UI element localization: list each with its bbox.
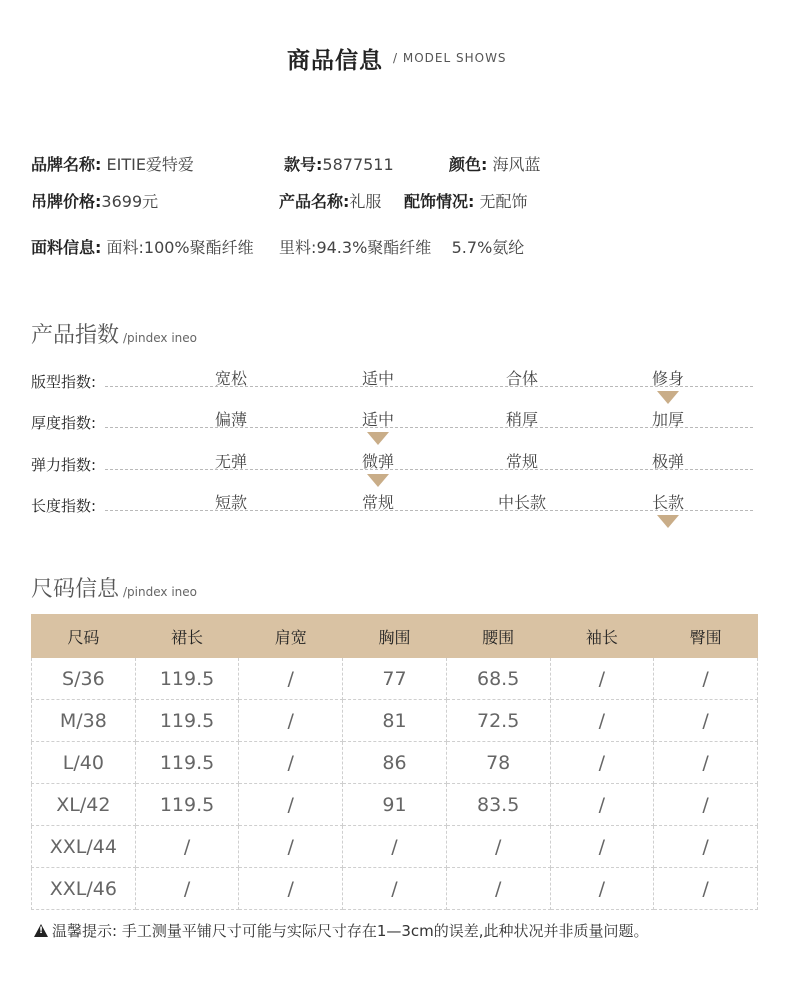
note-text: 温馨提示: 手工测量平铺尺寸可能与实际尺寸存在1—3cm的误差,此种状况并非质量问题。: [52, 922, 649, 940]
size-cell: 119.5: [135, 658, 239, 700]
index-option: 长款: [651, 493, 685, 512]
size-cell: M/38: [32, 700, 136, 742]
index-option: 微弹: [361, 452, 395, 471]
size-cell: /: [446, 868, 550, 910]
size-cell: 119.5: [135, 700, 239, 742]
product-index-heading: [31, 318, 197, 349]
size-cell: XXL/46: [32, 868, 136, 910]
accessory-label: 配饰情况:: [404, 192, 475, 211]
index-option: 加厚: [651, 410, 685, 429]
size-column-header: 臀围: [654, 615, 758, 658]
size-column-header: 肩宽: [239, 615, 343, 658]
product-label: 产品名称:: [279, 192, 350, 211]
index-option: 宽松: [214, 369, 248, 388]
style-no-info: [284, 152, 394, 175]
size-cell: /: [550, 658, 654, 700]
size-cell: 68.5: [446, 658, 550, 700]
brand-label: 品牌名称:: [31, 155, 102, 174]
size-cell: 72.5: [446, 700, 550, 742]
size-cell: XXL/44: [32, 826, 136, 868]
size-cell: /: [654, 742, 758, 784]
color-label: 颜色:: [449, 155, 488, 174]
color-value: 海风蓝: [487, 155, 541, 174]
index-option: 适中: [361, 369, 395, 388]
size-cell: /: [135, 826, 239, 868]
index-option: 偏薄: [214, 410, 248, 429]
size-info-title: 尺码信息: [31, 577, 120, 602]
size-table: [31, 614, 758, 910]
size-info-heading: [31, 572, 197, 603]
size-cell: /: [343, 868, 447, 910]
fabric-value: 面料:100%聚酯纤维 里料:94.3%聚酯纤维 5.7%氨纶: [101, 238, 525, 257]
size-cell: S/36: [32, 658, 136, 700]
accessory-info: [404, 189, 528, 212]
size-cell: /: [239, 868, 343, 910]
index-option: 稍厚: [505, 410, 539, 429]
size-column-header: 袖长: [550, 615, 654, 658]
size-row: [32, 742, 758, 784]
color-info: [449, 152, 541, 175]
size-info-subtitle: /pindex ineo: [123, 585, 197, 599]
size-cell: 119.5: [135, 784, 239, 826]
index-row-label: 弹力指数:: [31, 456, 97, 474]
style-no-label: 款号:: [284, 155, 323, 174]
size-row: [32, 658, 758, 700]
size-row: [32, 826, 758, 868]
size-cell: /: [343, 826, 447, 868]
size-cell: /: [135, 868, 239, 910]
product-value: 礼服: [349, 192, 382, 211]
measurement-note: [34, 920, 649, 941]
selected-marker-icon: [367, 432, 389, 445]
index-row-label: 版型指数:: [31, 373, 97, 391]
index-option: 适中: [361, 410, 395, 429]
index-option: 合体: [505, 369, 539, 388]
size-cell: /: [239, 742, 343, 784]
index-option: 短款: [214, 493, 248, 512]
size-cell: 78: [446, 742, 550, 784]
size-cell: /: [239, 826, 343, 868]
size-row: [32, 868, 758, 910]
price-value: 3699元: [101, 192, 159, 211]
size-cell: 119.5: [135, 742, 239, 784]
index-row-label: 厚度指数:: [31, 414, 97, 432]
index-option: 修身: [651, 369, 685, 388]
size-cell: /: [550, 826, 654, 868]
brand-value: EITIE爱特爱: [101, 155, 194, 174]
price-label: 吊牌价格:: [31, 192, 102, 211]
brand-info: [31, 152, 194, 175]
size-cell: L/40: [32, 742, 136, 784]
product-index-title: 产品指数: [31, 323, 120, 348]
selected-marker-icon: [367, 474, 389, 487]
style-no-value: 5877511: [322, 155, 394, 174]
size-column-header: 裙长: [135, 615, 239, 658]
size-cell: /: [654, 784, 758, 826]
size-cell: /: [550, 700, 654, 742]
size-cell: 77: [343, 658, 447, 700]
index-row-label: 长度指数:: [31, 497, 97, 515]
index-option: 无弹: [214, 452, 248, 471]
index-option: 中长款: [497, 493, 547, 512]
selected-marker-icon: [657, 391, 679, 404]
size-cell: 81: [343, 700, 447, 742]
size-cell: /: [654, 868, 758, 910]
size-cell: 86: [343, 742, 447, 784]
size-column-header: 腰围: [446, 615, 550, 658]
product-name-info: [279, 189, 381, 212]
page-title: 商品信息: [287, 48, 383, 74]
selected-marker-icon: [657, 515, 679, 528]
size-cell: /: [654, 658, 758, 700]
size-table-header: [32, 615, 758, 658]
size-column-header: 尺码: [32, 615, 136, 658]
size-row: [32, 700, 758, 742]
size-cell: /: [654, 700, 758, 742]
size-cell: /: [550, 742, 654, 784]
size-table-body: [32, 658, 758, 910]
size-cell: /: [550, 784, 654, 826]
size-cell: /: [446, 826, 550, 868]
size-cell: 91: [343, 784, 447, 826]
warning-icon: [34, 924, 48, 937]
size-cell: /: [550, 868, 654, 910]
accessory-value: 无配饰: [474, 192, 528, 211]
fabric-label: 面料信息:: [31, 238, 102, 257]
size-column-header: 胸围: [343, 615, 447, 658]
size-cell: /: [654, 826, 758, 868]
size-row: [32, 784, 758, 826]
product-index-subtitle: /pindex ineo: [123, 331, 197, 345]
size-cell: /: [239, 700, 343, 742]
index-option: 常规: [505, 452, 539, 471]
size-cell: /: [239, 784, 343, 826]
size-cell: /: [239, 658, 343, 700]
fabric-info: [31, 235, 524, 258]
size-cell: XL/42: [32, 784, 136, 826]
index-option: 常规: [361, 493, 395, 512]
price-info: [31, 189, 158, 212]
size-cell: 83.5: [446, 784, 550, 826]
index-option: 极弹: [651, 452, 685, 471]
page-subtitle: / MODEL SHOWS: [393, 51, 507, 65]
